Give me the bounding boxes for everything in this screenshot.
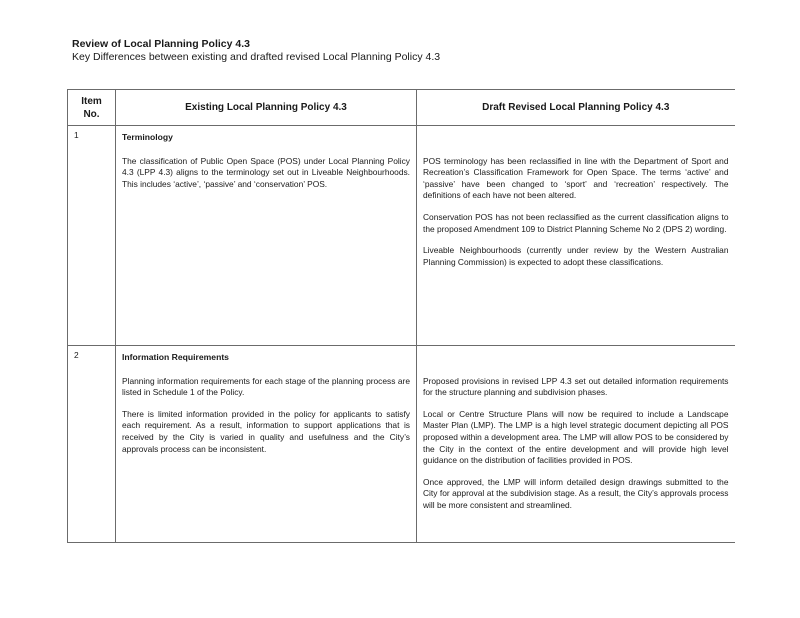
table-header-row <box>68 90 735 126</box>
item-number: 2 <box>68 346 116 543</box>
draft-paragraph: Liveable Neighbourhoods (currently under review by the Western Australian Planning Commission) is expected to adopt these classifications. <box>423 245 729 267</box>
item-number: 1 <box>68 126 116 346</box>
document-title: Review of Local Planning Policy 4.3 <box>72 38 250 50</box>
draft-paragraph: Conservation POS has not been reclassified as the current classification aligns to the proposed Amendment 109 to District Planning Scheme No 2 (DPS 2) wording. <box>423 211 729 234</box>
document-subtitle: Key Differences between existing and drafted revised Local Planning Policy 4.3 <box>72 51 441 63</box>
section-title: Information Requirements <box>122 352 229 362</box>
draft-policy-cell <box>417 126 735 346</box>
column-header-draft-policy: Draft Revised Local Planning Policy 4.3 <box>417 90 735 126</box>
document-header <box>72 38 732 64</box>
draft-paragraph: Local or Centre Structure Plans will now be required to include a Landscape Master Plan (LMP). The LMP is a high level strategic document depicting all POS proposed within a development area. The LMP will allow POS to be considered by the City in the context of the entire development and will provide high level guidance on the distribution of facilities provided in POS. <box>423 408 729 466</box>
existing-policy-cell <box>116 126 417 346</box>
existing-policy-cell <box>116 346 417 543</box>
column-header-existing-policy: Existing Local Planning Policy 4.3 <box>116 90 417 126</box>
existing-paragraph: There is limited information provided in the policy for applicants to satisfy each requirement. As a result, information to support applications that is received by the City is varied in quality and usefulness and the City’s approvals process can be inconsistent. <box>122 408 410 454</box>
draft-policy-cell <box>417 346 735 543</box>
draft-paragraph: POS terminology has been reclassified in line with the Department of Sport and Recreation’s Classification Framework for Open Space. The terms ‘active’ and ‘passive’ have been changed to ‘sport’ and ‘recreation’ respectively. The definitions of each have not been altered. <box>423 155 729 201</box>
section-title: Terminology <box>122 132 173 142</box>
comparison-table <box>67 89 735 543</box>
table-row <box>68 126 735 346</box>
column-header-item-no: Item No. <box>68 90 116 126</box>
existing-paragraph: The classification of Public Open Space (POS) under Local Planning Policy 4.3 (LPP 4.3) aligns to the terminology set out in Liveable Neighbourhoods. This includes ‘active’, ‘passive’ and ‘conservation’ POS. <box>122 155 410 189</box>
draft-paragraph: Proposed provisions in revised LPP 4.3 set out detailed information requirements for the structure planning and subdivision phases. <box>423 375 729 398</box>
table-row <box>68 346 735 543</box>
draft-paragraph: Once approved, the LMP will inform detailed design drawings submitted to the City for approval at the subdivision stage. As a result, the City’s approvals process will be more consistent and streamlined. <box>423 476 729 510</box>
existing-paragraph: Planning information requirements for each stage of the planning process are listed in Schedule 1 of the Policy. <box>122 375 410 398</box>
